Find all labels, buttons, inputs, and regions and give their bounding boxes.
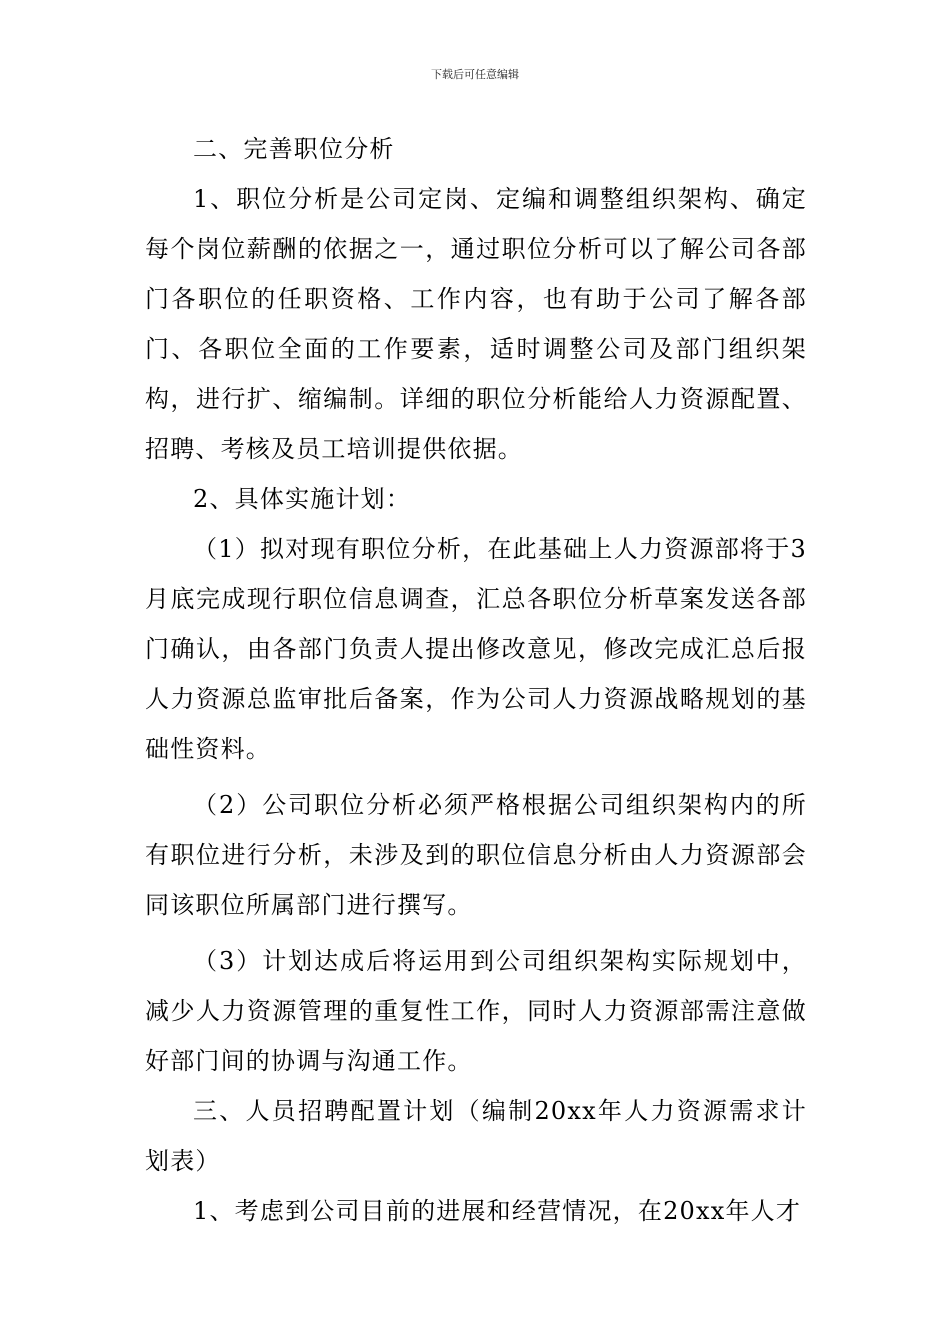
paragraph-2-1: 1、职位分析是公司定岗、定编和调整组织架构、确定每个岗位薪酬的依据之一，通过职位分析可以了解公司各部门各职位的任职资格、工作内容，也有助于公司了解各部门、各职位全面的工作要素，适时调整公司及部门组织架构，进行扩、缩编制。详细的职位分析能给人力资源配置、招聘、考核及员工培训提供依据。	[145, 185, 807, 463]
paragraph-2-2: 2、具体实施计划：	[193, 485, 412, 513]
document-body	[145, 124, 807, 1236]
section-3-heading: 三、人员招聘配置计划（编制20xx年人力资源需求计划表）	[145, 1097, 807, 1175]
paragraph-2-2-1: （1）拟对现有职位分析，在此基础上人力资源部将于3月底完成现行职位信息调查，汇总各职位分析草案发送各部门确认，由各部门负责人提出修改意见，修改完成汇总后报人力资源总监审批后备案，作为公司人力资源战略规划的基础性资料。	[145, 535, 807, 763]
section-2-heading: 二、完善职位分析	[193, 135, 395, 163]
paragraph-2-2-2: （2）公司职位分析必须严格根据公司组织架构内的所有职位进行分析，未涉及到的职位信息分析由人力资源部会同该职位所属部门进行撰写。	[145, 791, 807, 919]
paragraph-2-2-3: （3）计划达成后将运用到公司组织架构实际规划中，减少人力资源管理的重复性工作，同时人力资源部需注意做好部门间的协调与沟通工作。	[145, 947, 807, 1075]
page-header-note: 下载后可任意编辑	[431, 68, 519, 81]
paragraph-3-1: 1、考虑到公司目前的进展和经营情况，在20xx年人才	[193, 1197, 802, 1225]
